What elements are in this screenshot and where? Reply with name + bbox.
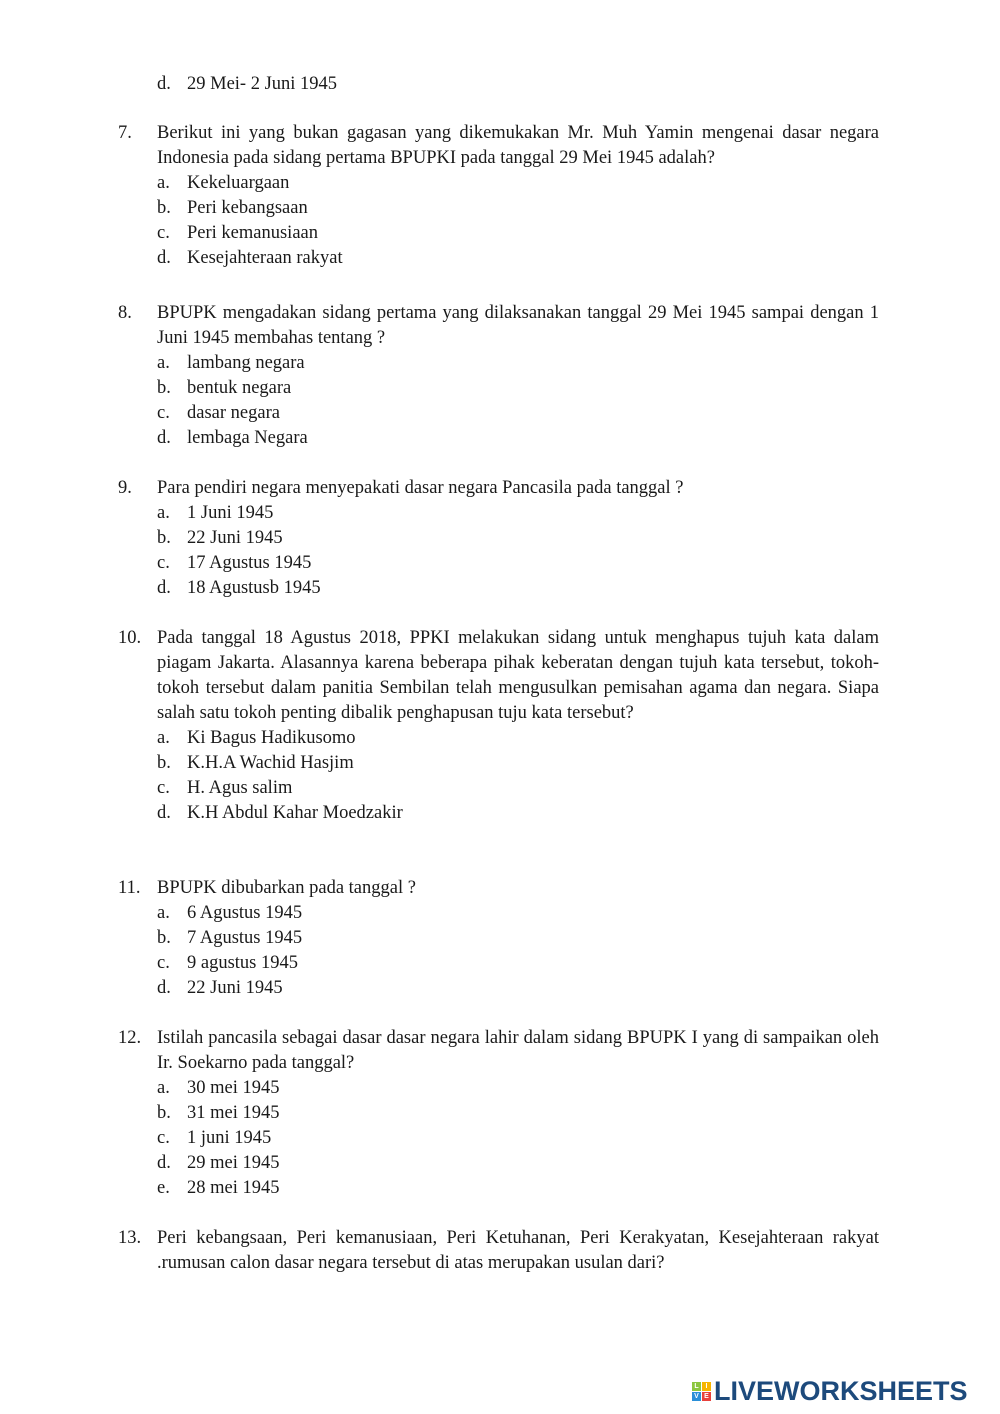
- logo-tiles-icon: [692, 1382, 711, 1401]
- answer-option: [157, 1101, 879, 1126]
- option-letter: a.: [157, 728, 170, 748]
- answer-option: [157, 751, 879, 776]
- question-12: [118, 1026, 879, 1201]
- option-text: 18 Agustusb 1945: [187, 578, 321, 598]
- answer-option: [157, 551, 879, 576]
- question-text: BPUPK dibubarkan pada tanggal ?: [157, 878, 416, 898]
- option-text: H. Agus salim: [187, 778, 293, 798]
- option-text: 29 Mei- 2 Juni 1945: [187, 74, 338, 94]
- option-text: 9 agustus 1945: [187, 953, 298, 973]
- question-number: 13.: [118, 1228, 142, 1248]
- option-letter: a.: [157, 173, 170, 193]
- option-letter: c.: [157, 778, 170, 798]
- question-text: BPUPK mengadakan sidang pertama yang dilaksanakan tanggal 29 Mei 1945 sampai dengan 1 Juni 1945 membahas tentang ?: [157, 303, 879, 348]
- option-text: 17 Agustus 1945: [187, 553, 312, 573]
- option-text: 6 Agustus 1945: [187, 903, 303, 923]
- question-7: [118, 121, 879, 271]
- option-letter: d.: [157, 428, 171, 448]
- option-letter: b.: [157, 753, 171, 773]
- question-number: 9.: [118, 478, 132, 498]
- option-letter: d.: [157, 578, 171, 598]
- question-number: 7.: [118, 123, 132, 143]
- answer-option: [157, 246, 879, 271]
- option-text: 31 mei 1945: [187, 1103, 280, 1123]
- option-letter: c.: [157, 1128, 170, 1148]
- option-letter: a.: [157, 503, 170, 523]
- option-letter: b.: [157, 198, 171, 218]
- question-13: [118, 1226, 879, 1276]
- question-8: [118, 301, 879, 451]
- question-number: 12.: [118, 1028, 142, 1048]
- option-letter: b.: [157, 378, 171, 398]
- option-letter: b.: [157, 528, 171, 548]
- option-text: 1 juni 1945: [187, 1128, 272, 1148]
- question-9: [118, 476, 879, 601]
- answer-option: [157, 576, 879, 601]
- option-letter: a.: [157, 903, 170, 923]
- answer-option: [157, 1126, 879, 1151]
- option-text: 22 Juni 1945: [187, 978, 283, 998]
- option-text: bentuk negara: [187, 378, 292, 398]
- question-number: 11.: [118, 878, 141, 898]
- answer-option: [157, 526, 879, 551]
- answer-option: [157, 401, 879, 426]
- logo-tile-E: E: [702, 1392, 711, 1401]
- answer-option: [157, 376, 879, 401]
- answer-option: [157, 221, 879, 246]
- question-text: Para pendiri negara menyepakati dasar negara Pancasila pada tanggal ?: [157, 478, 684, 498]
- option-text: Kesejahteraan rakyat: [187, 248, 343, 268]
- option-text: K.H Abdul Kahar Moedzakir: [187, 803, 403, 823]
- answer-option: [157, 426, 879, 451]
- question-text: Berikut ini yang bukan gagasan yang dikemukakan Mr. Muh Yamin mengenai dasar negara Indonesia pada sidang pertama BPUPKI pada tanggal 29 Mei 1945 adalah?: [157, 123, 879, 168]
- option-letter: d.: [157, 1153, 171, 1173]
- option-letter: e.: [157, 1178, 170, 1198]
- logo-tile-I: I: [702, 1382, 711, 1391]
- question-10: [118, 626, 879, 826]
- option-letter: c.: [157, 953, 170, 973]
- previous-question-option: [118, 72, 879, 97]
- option-text: 29 mei 1945: [187, 1153, 280, 1173]
- answer-option: [157, 1076, 879, 1101]
- logo-tile-V: V: [692, 1392, 701, 1401]
- liveworksheets-logo: [692, 1376, 968, 1407]
- answer-option: [157, 196, 879, 221]
- answer-option: [157, 776, 879, 801]
- option-text: 30 mei 1945: [187, 1078, 280, 1098]
- answer-option: [157, 976, 879, 1001]
- answer-option: [157, 351, 879, 376]
- answer-option: [157, 926, 879, 951]
- answer-option: [157, 801, 879, 826]
- question-number: 8.: [118, 303, 132, 323]
- answer-option: [157, 726, 879, 751]
- option-text: Kekeluargaan: [187, 173, 290, 193]
- question-number: 10.: [118, 628, 142, 648]
- option-letter: a.: [157, 353, 170, 373]
- option-letter: d.: [157, 978, 171, 998]
- option-letter: b.: [157, 928, 171, 948]
- option-text: K.H.A Wachid Hasjim: [187, 753, 354, 773]
- question-text: Peri kebangsaan, Peri kemanusiaan, Peri Ketuhanan, Peri Kerakyatan, Kesejahteraan rakyat .rumusan calon dasar negara tersebut di atas merupakan usulan dari?: [157, 1228, 879, 1273]
- answer-option: [157, 1176, 879, 1201]
- option-text: 28 mei 1945: [187, 1178, 280, 1198]
- answer-option: [157, 901, 879, 926]
- option-letter: c.: [157, 553, 170, 573]
- question-text: Istilah pancasila sebagai dasar dasar negara lahir dalam sidang BPUPK I yang di sampaikan oleh Ir. Soekarno pada tanggal?: [157, 1028, 879, 1073]
- option-letter: b.: [157, 1103, 171, 1123]
- answer-option: [157, 171, 879, 196]
- question-text: Pada tanggal 18 Agustus 2018, PPKI melakukan sidang untuk menghapus tujuh kata dalam piagam Jakarta. Alasannya karena beberapa pihak keberatan dengan tujuh kata tersebut, tokoh-tokoh tersebut dalam panitia Sembilan telah mengusulkan pemisahan agama dan negara. Siapa salah satu tokoh penting dibalik penghapusan tuju kata tersebut?: [157, 628, 879, 723]
- option-text: 1 Juni 1945: [187, 503, 274, 523]
- answer-option: [157, 1151, 879, 1176]
- answer-option: [157, 501, 879, 526]
- answer-option: [157, 951, 879, 976]
- option-text: lambang negara: [187, 353, 305, 373]
- option-letter: c.: [157, 223, 170, 243]
- option-letter: a.: [157, 1078, 170, 1098]
- option-text: Ki Bagus Hadikusomo: [187, 728, 356, 748]
- logo-tile-L: L: [692, 1382, 701, 1391]
- option-text: lembaga Negara: [187, 428, 308, 448]
- option-letter: d.: [157, 803, 171, 823]
- question-11: [118, 876, 879, 1001]
- option-text: Peri kebangsaan: [187, 198, 308, 218]
- option-letter: d.: [157, 248, 171, 268]
- option-letter: d.: [157, 74, 171, 94]
- option-text: 22 Juni 1945: [187, 528, 283, 548]
- option-text: Peri kemanusiaan: [187, 223, 318, 243]
- option-letter: c.: [157, 403, 170, 423]
- option-text: 7 Agustus 1945: [187, 928, 303, 948]
- logo-text: LIVEWORKSHEETS: [714, 1376, 968, 1406]
- option-text: dasar negara: [187, 403, 280, 423]
